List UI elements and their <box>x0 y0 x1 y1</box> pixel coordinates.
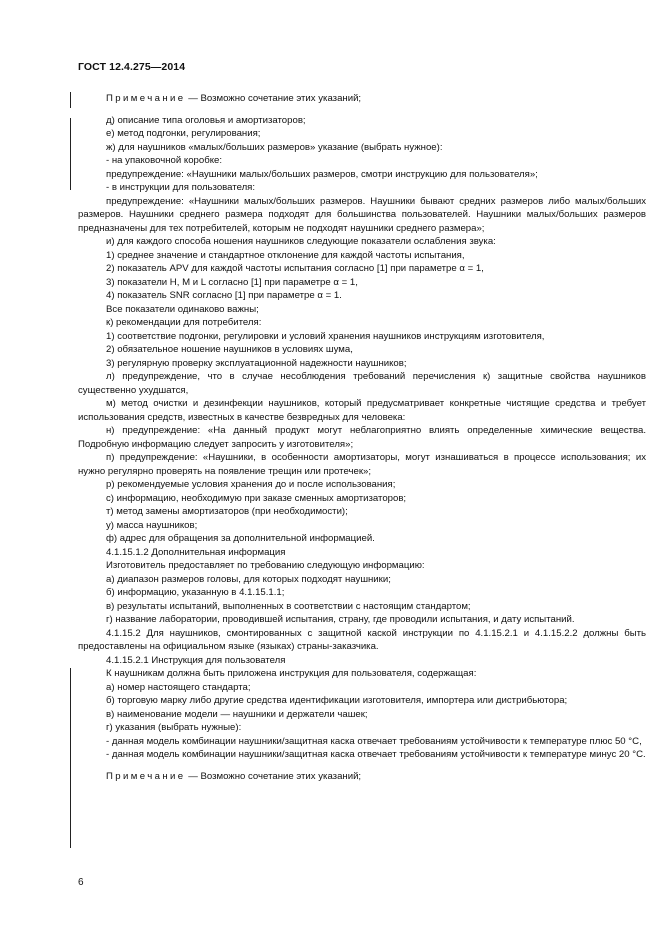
note-label: Примечание <box>106 93 186 104</box>
note-text: — Возможно сочетание этих указаний; <box>185 93 362 104</box>
list-item: 1) среднее значение и стандартное отклонение для каждой частоты испытания, <box>106 249 465 261</box>
list-item: е) метод подгонки, регулирования; <box>106 128 261 139</box>
list-item: б) информацию, указанную в 4.1.15.1.1; <box>106 587 285 598</box>
list-item: а) диапазон размеров головы, для которых подходят наушники; <box>106 573 391 585</box>
list-item: - на упаковочной коробке: <box>106 155 223 166</box>
paragraph: Изготовитель предоставляет по требованию следующую информацию: <box>106 560 425 571</box>
paragraph: предупреждение: «Наушники малых/больших размеров. Наушники бывают средних размеров либо малых/больших размеров. Наушники среднего размера подходят для большинства пользователей. Наушники малых/больших размеров предназначены для тех потребителей, которым не подходят наушники среднего размера»; <box>78 195 646 234</box>
list-item: г) указания (выбрать нужные): <box>106 722 242 733</box>
list-item: - в инструкции для пользователя: <box>106 182 256 193</box>
list-item: 2) обязательное ношение наушников в условиях шума, <box>106 344 353 355</box>
note-label: Примечание <box>106 770 186 782</box>
list-item: а) номер настоящего стандарта; <box>106 681 251 693</box>
section-heading: 4.1.15.2.1 Инструкция для пользователя <box>106 654 286 666</box>
list-item: м) метод очистки и дезинфекции наушников, который предусматривает конкретные чистящие средства и требует использования средств, известных в качестве безвредных для человека: <box>78 398 646 423</box>
list-item: н) предупреждение: «На данный продукт могут неблагоприятно влиять определенные химические вещества. Подробную информацию следует запросить у изготовителя»; <box>78 425 646 450</box>
list-item: р) рекомендуемые условия хранения до и после использования; <box>106 479 396 490</box>
revision-bar <box>70 668 71 848</box>
revision-bar <box>70 118 71 190</box>
list-item: в) наименование модели — наушники и держатели чашек; <box>106 708 368 720</box>
list-item: б) торговую марку либо другие средства идентификации изготовителя, импортера или дистрибьютора; <box>106 695 568 706</box>
list-item: г) название лаборатории, проводившей испытания, страну, где проводили испытания, и дату испытаний. <box>106 614 575 625</box>
list-item: п) предупреждение: «Наушники, в особенности амортизаторы, могут изнашиваться в процессе использования; их нужно регулярно проверять на появление трещин или протечек»; <box>78 452 646 477</box>
document-body <box>78 92 646 783</box>
list-item: ж) для наушников «малых/больших размеров» указание (выбрать нужное): <box>106 141 443 153</box>
list-item: 4) показатель SNR согласно [1] при параметре α = 1. <box>106 290 342 301</box>
list-item: 3) регулярную проверку эксплуатационной надежности наушников; <box>106 357 407 369</box>
list-item: д) описание типа оголовья и амортизаторов; <box>106 114 306 126</box>
note-paragraph <box>78 770 646 784</box>
list-item: 3) показатели H, M и L согласно [1] при параметре α = 1, <box>106 276 358 288</box>
list-item: - данная модель комбинации наушники/защитная каска отвечает требованиям устойчивости к температуре минус 20 °С. <box>106 749 646 760</box>
list-item: - данная модель комбинации наушники/защитная каска отвечает требованиям устойчивости к температуре плюс 50 °С, <box>106 735 642 747</box>
list-item: л) предупреждение, что в случае несоблюдения требований перечисления к) защитные свойства наушников существенно ухудшатся, <box>78 371 646 396</box>
list-item: 1) соответствие подгонки, регулировки и условий хранения наушников инструкциям изготовителя, <box>106 330 545 342</box>
list-item: т) метод замены амортизаторов (при необходимости); <box>106 506 348 517</box>
section-heading: 4.1.15.1.2 Дополнительная информация <box>106 546 286 558</box>
list-item: ф) адрес для обращения за дополнительной информацией. <box>106 533 375 544</box>
list-item: у) масса наушников; <box>106 519 198 531</box>
document-header: ГОСТ 12.4.275—2014 <box>78 61 186 73</box>
revision-bar <box>70 92 71 108</box>
list-item: 2) показатель APV для каждой частоты испытания согласно [1] при параметре α = 1, <box>106 263 484 274</box>
paragraph: 4.1.15.2 Для наушников, смонтированных с защитной каской инструкции по 4.1.15.2.1 и 4.1.15.2.2 должны быть предоставлены на официальном языке (языках) страны-заказчика. <box>78 627 646 652</box>
note-paragraph <box>78 92 646 106</box>
paragraph: К наушникам должна быть приложена инструкция для пользователя, содержащая: <box>106 668 477 679</box>
paragraph: Все показатели одинаково важны; <box>106 303 259 315</box>
list-item: к) рекомендации для потребителя: <box>106 317 262 328</box>
page-number: 6 <box>78 877 84 888</box>
list-item: с) информацию, необходимую при заказе сменных амортизаторов; <box>106 492 407 504</box>
note-text: — Возможно сочетание этих указаний; <box>185 770 362 782</box>
list-item: и) для каждого способа ношения наушников следующие показатели ослабления звука: <box>106 236 496 247</box>
paragraph: предупреждение: «Наушники малых/больших размеров, смотри инструкцию для пользователя»; <box>106 168 538 180</box>
list-item: в) результаты испытаний, выполненных в соответствии с настоящим стандартом; <box>106 600 471 612</box>
